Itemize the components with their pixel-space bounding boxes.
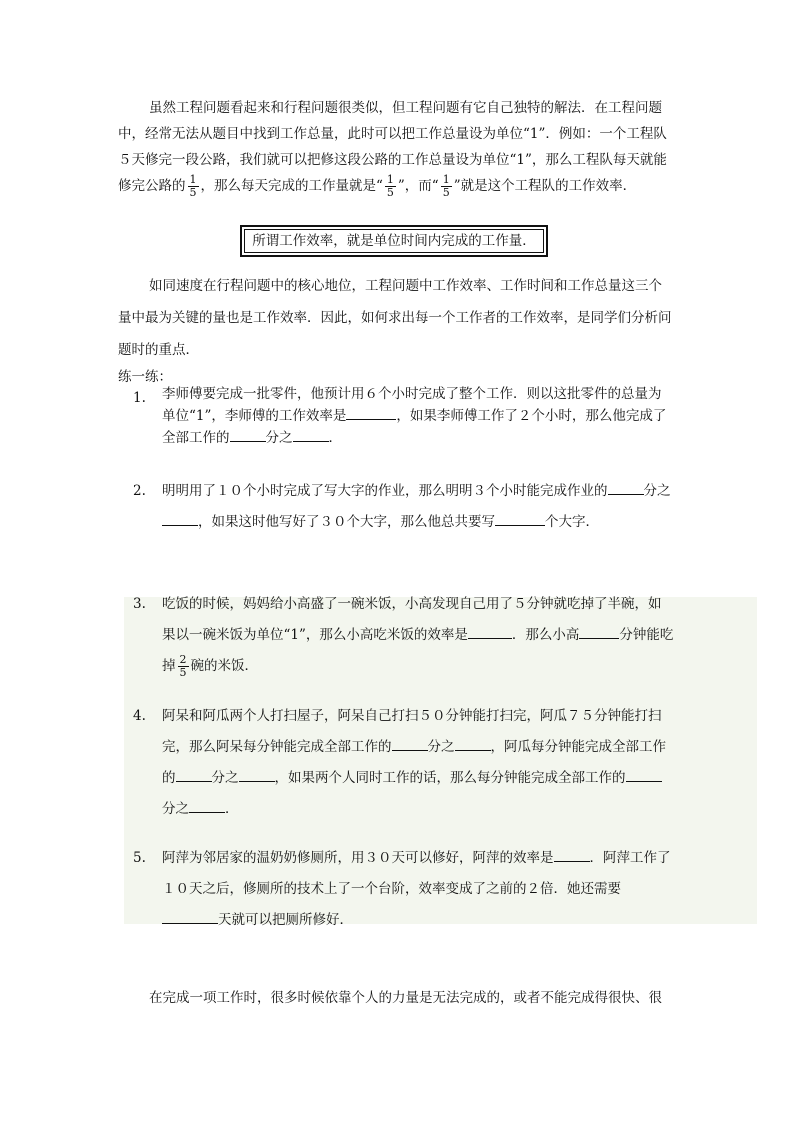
answer-blank[interactable] bbox=[189, 798, 225, 813]
exercise-item-5: 阿萍为邻居家的温奶奶修厕所，用３０天可以修好，阿萍的效率是 ．阿萍工作了１０天之后，修厕所的技术上了一个台阶，效率变成了之前的２倍．她还需要天就可以把厕所修好． bbox=[162, 843, 674, 936]
answer-blank[interactable] bbox=[230, 427, 266, 442]
exercise-item-1: 李师傅要完成一批零件，他预计用６个小时完成了整个工作．则以这批零件的总量为单位“1”，李师傅的工作效率是 ，如果李师傅工作了２个小时，那么他完成了全部工作的 分之 ． bbox=[162, 386, 667, 446]
fraction-one-fifth: $\frac{1}{5}$ bbox=[189, 173, 197, 199]
answer-blank[interactable] bbox=[346, 405, 396, 420]
answer-blank[interactable] bbox=[239, 767, 275, 782]
answer-blank[interactable] bbox=[293, 427, 329, 442]
fraction-two-fifths: $\frac{2}{5}$ bbox=[179, 653, 187, 679]
item-number: 4. bbox=[133, 708, 146, 724]
item-number: 5. bbox=[133, 850, 146, 866]
definition-box: 所谓工作效率，就是单位时间内完成的工作量． bbox=[244, 229, 544, 253]
answer-blank[interactable] bbox=[554, 847, 590, 862]
intro-text-3: ”，而“ bbox=[397, 178, 439, 194]
item-number: 2. bbox=[133, 483, 146, 499]
exercise-item-4: 阿呆和阿瓜两个人打扫屋子，阿呆自己打扫５０分钟能打扫完，阿瓜７５分钟能打扫完，那么阿呆每分钟能完成全部工作的 分之 ，阿瓜每分钟能完成全部工作的 分之 ，如果两个人同时工作的话，那么每分钟能完成全部工作的分之 ． bbox=[162, 708, 666, 817]
item-number: 3. bbox=[133, 596, 146, 612]
intro-text-4: ”就是这个工程队的工作效率． bbox=[453, 178, 637, 194]
answer-blank[interactable] bbox=[176, 767, 212, 782]
answer-blank[interactable] bbox=[579, 624, 619, 639]
answer-blank[interactable] bbox=[608, 480, 644, 495]
answer-blank[interactable] bbox=[495, 511, 545, 526]
closing-paragraph: 在完成一项工作时，很多时候依靠个人的力量是无法完成的，或者不能完成得很快、很 bbox=[149, 990, 662, 1006]
item-number: 1. bbox=[133, 390, 146, 406]
answer-blank[interactable] bbox=[468, 624, 512, 639]
fraction-one-fifth: $\frac{1}{5}$ bbox=[386, 173, 394, 199]
intro-paragraph bbox=[118, 95, 674, 199]
answer-blank[interactable] bbox=[162, 511, 198, 526]
answer-blank[interactable] bbox=[392, 736, 428, 751]
exercise-item-2: 明明用了１０个小时完成了写大字的作业，那么明明３个小时能完成作业的 分之，如果这时他写好了３０个大字，那么他总共要写 个大字． bbox=[162, 476, 674, 538]
answer-blank[interactable] bbox=[626, 767, 662, 782]
practice-title: 练一练： bbox=[118, 369, 172, 385]
fraction-one-fifth: $\frac{1}{5}$ bbox=[442, 173, 450, 199]
core-paragraph: 如同速度在行程问题中的核心地位，工程问题中工作效率、工作时间和工作总量这三个量中最为关键的量也是工作效率．因此，如何求出每一个工作者的工作效率，是同学们分析问题时的重点． bbox=[118, 278, 672, 358]
answer-blank[interactable] bbox=[455, 736, 491, 751]
exercise-item-3: 吃饭的时候，妈妈给小高盛了一碗米饭，小高发现自己用了５分钟就吃掉了半碗，如果以一碗米饭为单位“1”，那么小高吃米饭的效率是 ．那么小高 分钟能吃掉 $\frac{2}{5}$ 碗的米饭． bbox=[162, 596, 674, 679]
intro-text-1: 虽然工程问题看起来和行程问题很类似，但工程问题有它自己独特的解法．在工程问题中，经常无法从题目中找到工作总量，此时可以把工作总量设为单位“1”．例如：一个工程队５天修完一段公路，我们就可以把修这段公路的工作总量设为单位“1”，那么工程队每天就能修完公路的 bbox=[118, 100, 667, 194]
intro-text-2: ，那么每天完成的工作量就是“ bbox=[200, 178, 383, 194]
answer-blank[interactable] bbox=[162, 909, 218, 924]
